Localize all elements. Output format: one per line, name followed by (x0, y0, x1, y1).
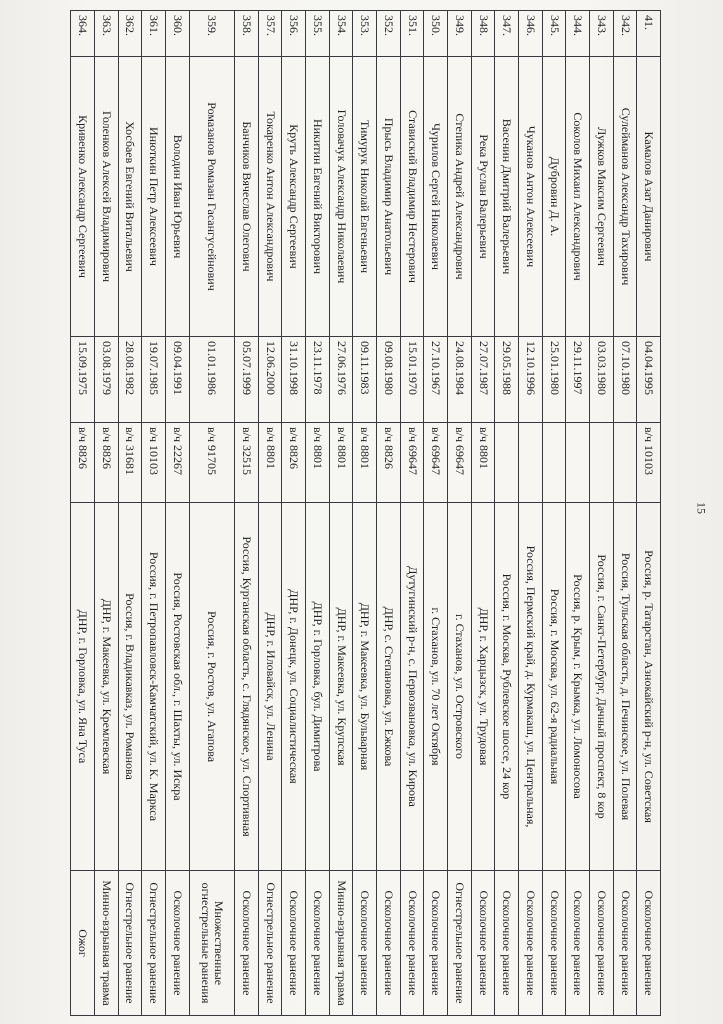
row-number-cell: 349. (448, 11, 472, 57)
injury-type-cell: Осколочное ранение (566, 871, 590, 1016)
birth-date-cell: 03.03.1980 (590, 337, 614, 423)
table-row (165, 11, 189, 1016)
injury-type-cell: Ожог (71, 871, 95, 1016)
birth-date-cell: 09.04.1991 (165, 337, 189, 423)
row-number-cell: 343. (590, 11, 614, 57)
injury-type-cell: Осколочное ранение (235, 871, 259, 1016)
birth-date-cell: 31.10.1998 (282, 337, 306, 423)
person-name-cell: Соколов Михаил Александрович (566, 57, 590, 337)
military-unit-cell (590, 423, 614, 503)
person-name-cell: Хосбаев Евгений Витальевич (118, 57, 142, 337)
birth-date-cell: 25.01.1980 (542, 337, 566, 423)
table-row (542, 11, 566, 1016)
person-name-cell: Камалов Азат Данирович (637, 57, 661, 337)
injury-type-cell: Осколочное ранение (377, 871, 401, 1016)
injury-type-cell: Осколочное ранение (165, 871, 189, 1016)
birth-date-cell: 19.07.1985 (142, 337, 166, 423)
home-address-cell: Дутугинский р-н, с. Первозвановка, ул. Кирова (400, 503, 424, 871)
birth-date-cell: 27.06.1976 (329, 337, 353, 423)
row-number-cell: 352. (377, 11, 401, 57)
military-unit-cell: в/ч 91705 (189, 423, 235, 503)
birth-date-cell: 23.11.1978 (306, 337, 330, 423)
injury-type-cell: Огнестрельное ранение (118, 871, 142, 1016)
injury-type-cell: Осколочное ранение (471, 871, 495, 1016)
table-row (590, 11, 614, 1016)
injury-type-cell: Осколочное ранение (353, 871, 377, 1016)
military-unit-cell: в/ч 69647 (424, 423, 448, 503)
row-number-cell: 357. (258, 11, 282, 57)
row-number-cell: 345. (542, 11, 566, 57)
birth-date-cell: 09.11.1983 (353, 337, 377, 423)
person-name-cell: Головачук Александр Николаевич (329, 57, 353, 337)
birth-date-cell: 12.10.1996 (519, 337, 543, 423)
injury-type-cell: Минно-взрывная травма (329, 871, 353, 1016)
birth-date-cell: 12.06.2000 (258, 337, 282, 423)
home-address-cell: ДНР, г. Донецк, ул. Социалистическая (282, 503, 306, 871)
home-address-cell: ДНР, г. Харцызск, ул. Трудовая (471, 503, 495, 871)
birth-date-cell: 15.09.1975 (71, 337, 95, 423)
table-row (400, 11, 424, 1016)
table-row (448, 11, 472, 1016)
person-name-cell: Прысь Владимир Анатольевич (377, 57, 401, 337)
birth-date-cell: 28.08.1982 (118, 337, 142, 423)
military-unit-cell (495, 423, 519, 503)
injury-type-cell: Множественные огнестрельные ранения (189, 871, 235, 1016)
injury-type-cell: Осколочное ранение (637, 871, 661, 1016)
home-address-cell: Россия, г. Владикавказ, ул. Романова (118, 503, 142, 871)
row-number-cell: 351. (400, 11, 424, 57)
military-unit-cell: в/ч 8826 (94, 423, 118, 503)
table-row (142, 11, 166, 1016)
home-address-cell: Россия, г. Санкт-Петербург, Дачный проспект, 8 кор (590, 503, 614, 871)
table-row (377, 11, 401, 1016)
military-unit-cell: в/ч 32515 (235, 423, 259, 503)
person-name-cell: Ставиский Владимир Нестерович (400, 57, 424, 337)
home-address-cell: Россия, Тульская область, д. Печинское, ул. Полевая (613, 503, 637, 871)
person-name-cell: Лужков Максим Сергеевич (590, 57, 614, 337)
home-address-cell: Россия, Пермский край, д. Курмакаш, ул. Центральная, (519, 503, 543, 871)
person-name-cell: Река Руслан Валерьевич (471, 57, 495, 337)
birth-date-cell: 05.07.1999 (235, 337, 259, 423)
table-row (424, 11, 448, 1016)
injury-type-cell: Осколочное ранение (542, 871, 566, 1016)
birth-date-cell: 01.01.1986 (189, 337, 235, 423)
injury-type-cell: Осколочное ранение (400, 871, 424, 1016)
home-address-cell: ДНР, г. Горловка, ул. Яна Туса (71, 503, 95, 871)
table-row (189, 11, 235, 1016)
casualty-table-body (71, 11, 661, 1016)
military-unit-cell: в/ч 8801 (353, 423, 377, 503)
injury-type-cell: Осколочное ранение (495, 871, 519, 1016)
row-number-cell: 360. (165, 11, 189, 57)
injury-type-cell: Осколочное ранение (590, 871, 614, 1016)
military-unit-cell: в/ч 8801 (471, 423, 495, 503)
table-row (94, 11, 118, 1016)
person-name-cell: Степика Андрей Александрович (448, 57, 472, 337)
military-unit-cell: в/ч 69647 (448, 423, 472, 503)
military-unit-cell: в/ч 69647 (400, 423, 424, 503)
row-number-cell: 361. (142, 11, 166, 57)
person-name-cell: Тимурук Николай Евгеньевич (353, 57, 377, 337)
row-number-cell: 358. (235, 11, 259, 57)
military-unit-cell: в/ч 8826 (377, 423, 401, 503)
home-address-cell: ДНР, г. Макеевка, ул. Крупская (329, 503, 353, 871)
row-number-cell: 364. (71, 11, 95, 57)
row-number-cell: 354. (329, 11, 353, 57)
injury-type-cell: Огнестрельное ранение (448, 871, 472, 1016)
military-unit-cell (566, 423, 590, 503)
table-row (637, 11, 661, 1016)
row-number-cell: 359. (189, 11, 235, 57)
birth-date-cell: 29.11.1997 (566, 337, 590, 423)
birth-date-cell: 24.08.1984 (448, 337, 472, 423)
row-number-cell: 347. (495, 11, 519, 57)
row-number-cell: 355. (306, 11, 330, 57)
table-row (471, 11, 495, 1016)
military-unit-cell: в/ч 22267 (165, 423, 189, 503)
home-address-cell: ДНР, с. Степановка, ул. Ежкова (377, 503, 401, 871)
person-name-cell: Васенин Дмитрий Валерьевич (495, 57, 519, 337)
home-address-cell: ДНР, г. Иловайск, ул. Ленина (258, 503, 282, 871)
row-number-cell: 350. (424, 11, 448, 57)
person-name-cell: Голенков Алексей Владимирович (94, 57, 118, 337)
military-unit-cell (542, 423, 566, 503)
table-row (613, 11, 637, 1016)
table-row (519, 11, 543, 1016)
injury-type-cell: Минно-взрывная травма (94, 871, 118, 1016)
injury-type-cell: Осколочное ранение (613, 871, 637, 1016)
person-name-cell: Инюткин Петр Алексеевич (142, 57, 166, 337)
table-row (282, 11, 306, 1016)
home-address-cell: г. Стаханов, ул. 70 лет Октября (424, 503, 448, 871)
birth-date-cell: 04.04.1995 (637, 337, 661, 423)
row-number-cell: 342. (613, 11, 637, 57)
table-row (566, 11, 590, 1016)
person-name-cell: Володин Иван Юрьевич (165, 57, 189, 337)
injury-type-cell: Огнестрельное ранение (258, 871, 282, 1016)
table-row (495, 11, 519, 1016)
row-number-cell: 353. (353, 11, 377, 57)
table-row (353, 11, 377, 1016)
military-unit-cell: в/ч 8826 (282, 423, 306, 503)
military-unit-cell: в/ч 8801 (329, 423, 353, 503)
person-name-cell: Круть Александр Сергеевич (282, 57, 306, 337)
military-unit-cell: в/ч 10103 (637, 423, 661, 503)
person-name-cell: Кривенко Александр Сергеевич (71, 57, 95, 337)
home-address-cell: Россия, р. Татарстан, Азнокайский р-н, ул. Советская (637, 503, 661, 871)
person-name-cell: Токаренко Антон Александрович (258, 57, 282, 337)
injury-type-cell: Осколочное ранение (519, 871, 543, 1016)
table-row (235, 11, 259, 1016)
person-name-cell: Банчиков Вячеслав Олегович (235, 57, 259, 337)
home-address-cell: Россия, г. Москва, ул. 62-я радиальная (542, 503, 566, 871)
home-address-cell: Россия, г. Петропавловск-Камчатский, ул. К. Маркса (142, 503, 166, 871)
person-name-cell: Никитин Евгений Викторович (306, 57, 330, 337)
row-number-cell: 344. (566, 11, 590, 57)
person-name-cell: Чуканов Антон Алексеевич (519, 57, 543, 337)
home-address-cell: ДНР, г. Макеевка, ул. Бульварная (353, 503, 377, 871)
military-unit-cell: в/ч 8801 (306, 423, 330, 503)
military-unit-cell (519, 423, 543, 503)
row-number-cell: 348. (471, 11, 495, 57)
person-name-cell: Дубровин Д. А. (542, 57, 566, 337)
table-row (329, 11, 353, 1016)
row-number-cell: 356. (282, 11, 306, 57)
home-address-cell: г. Стаханов, ул. Островского (448, 503, 472, 871)
birth-date-cell: 27.07.1987 (471, 337, 495, 423)
person-name-cell: Ромазанов Ромазан Гасангусейнович (189, 57, 235, 337)
home-address-cell: Россия, р. Крым, г. Крымка, ул. Ломоносова (566, 503, 590, 871)
row-number-cell: 362. (118, 11, 142, 57)
home-address-cell: Россия, г. Москва, Рублевское шоссе, 24 кор (495, 503, 519, 871)
military-unit-cell (613, 423, 637, 503)
home-address-cell: Россия, Курганская область, с. Глядянское, ул. Спортивная (235, 503, 259, 871)
casualty-table (70, 10, 661, 1016)
military-unit-cell: в/ч 31681 (118, 423, 142, 503)
birth-date-cell: 07.10.1980 (613, 337, 637, 423)
military-unit-cell: в/ч 8826 (71, 423, 95, 503)
injury-type-cell: Осколочное ранение (306, 871, 330, 1016)
home-address-cell: ДНР, г. Горловка, бул. Димитрова (306, 503, 330, 871)
injury-type-cell: Осколочное ранение (282, 871, 306, 1016)
table-row (71, 11, 95, 1016)
home-address-cell: Россия, г. Ростов, ул. Агапова (189, 503, 235, 871)
birth-date-cell: 09.08.1980 (377, 337, 401, 423)
person-name-cell: Сулейманов Александр Тахирович (613, 57, 637, 337)
table-row (258, 11, 282, 1016)
home-address-cell: ДНР, г. Макеевка, ул. Кремлевская (94, 503, 118, 871)
military-unit-cell: в/ч 8801 (258, 423, 282, 503)
table-row (306, 11, 330, 1016)
home-address-cell: Россия, Ростовская обл., г. Шахты, ул. Искра (165, 503, 189, 871)
person-name-cell: Чурилов Сергей Николаевич (424, 57, 448, 337)
military-unit-cell: в/ч 10103 (142, 423, 166, 503)
birth-date-cell: 27.10.1967 (424, 337, 448, 423)
birth-date-cell: 15.01.1970 (400, 337, 424, 423)
table-row (118, 11, 142, 1016)
injury-type-cell: Осколочное ранение (424, 871, 448, 1016)
birth-date-cell: 03.08.1979 (94, 337, 118, 423)
birth-date-cell: 29.05.1988 (495, 337, 519, 423)
row-number-cell: 346. (519, 11, 543, 57)
page-number: 15 (694, 502, 709, 514)
row-number-cell: 363. (94, 11, 118, 57)
row-number-cell: 41. (637, 11, 661, 57)
casualty-table-rotated (70, 10, 661, 1015)
injury-type-cell: Огнестрельное ранение (142, 871, 166, 1016)
